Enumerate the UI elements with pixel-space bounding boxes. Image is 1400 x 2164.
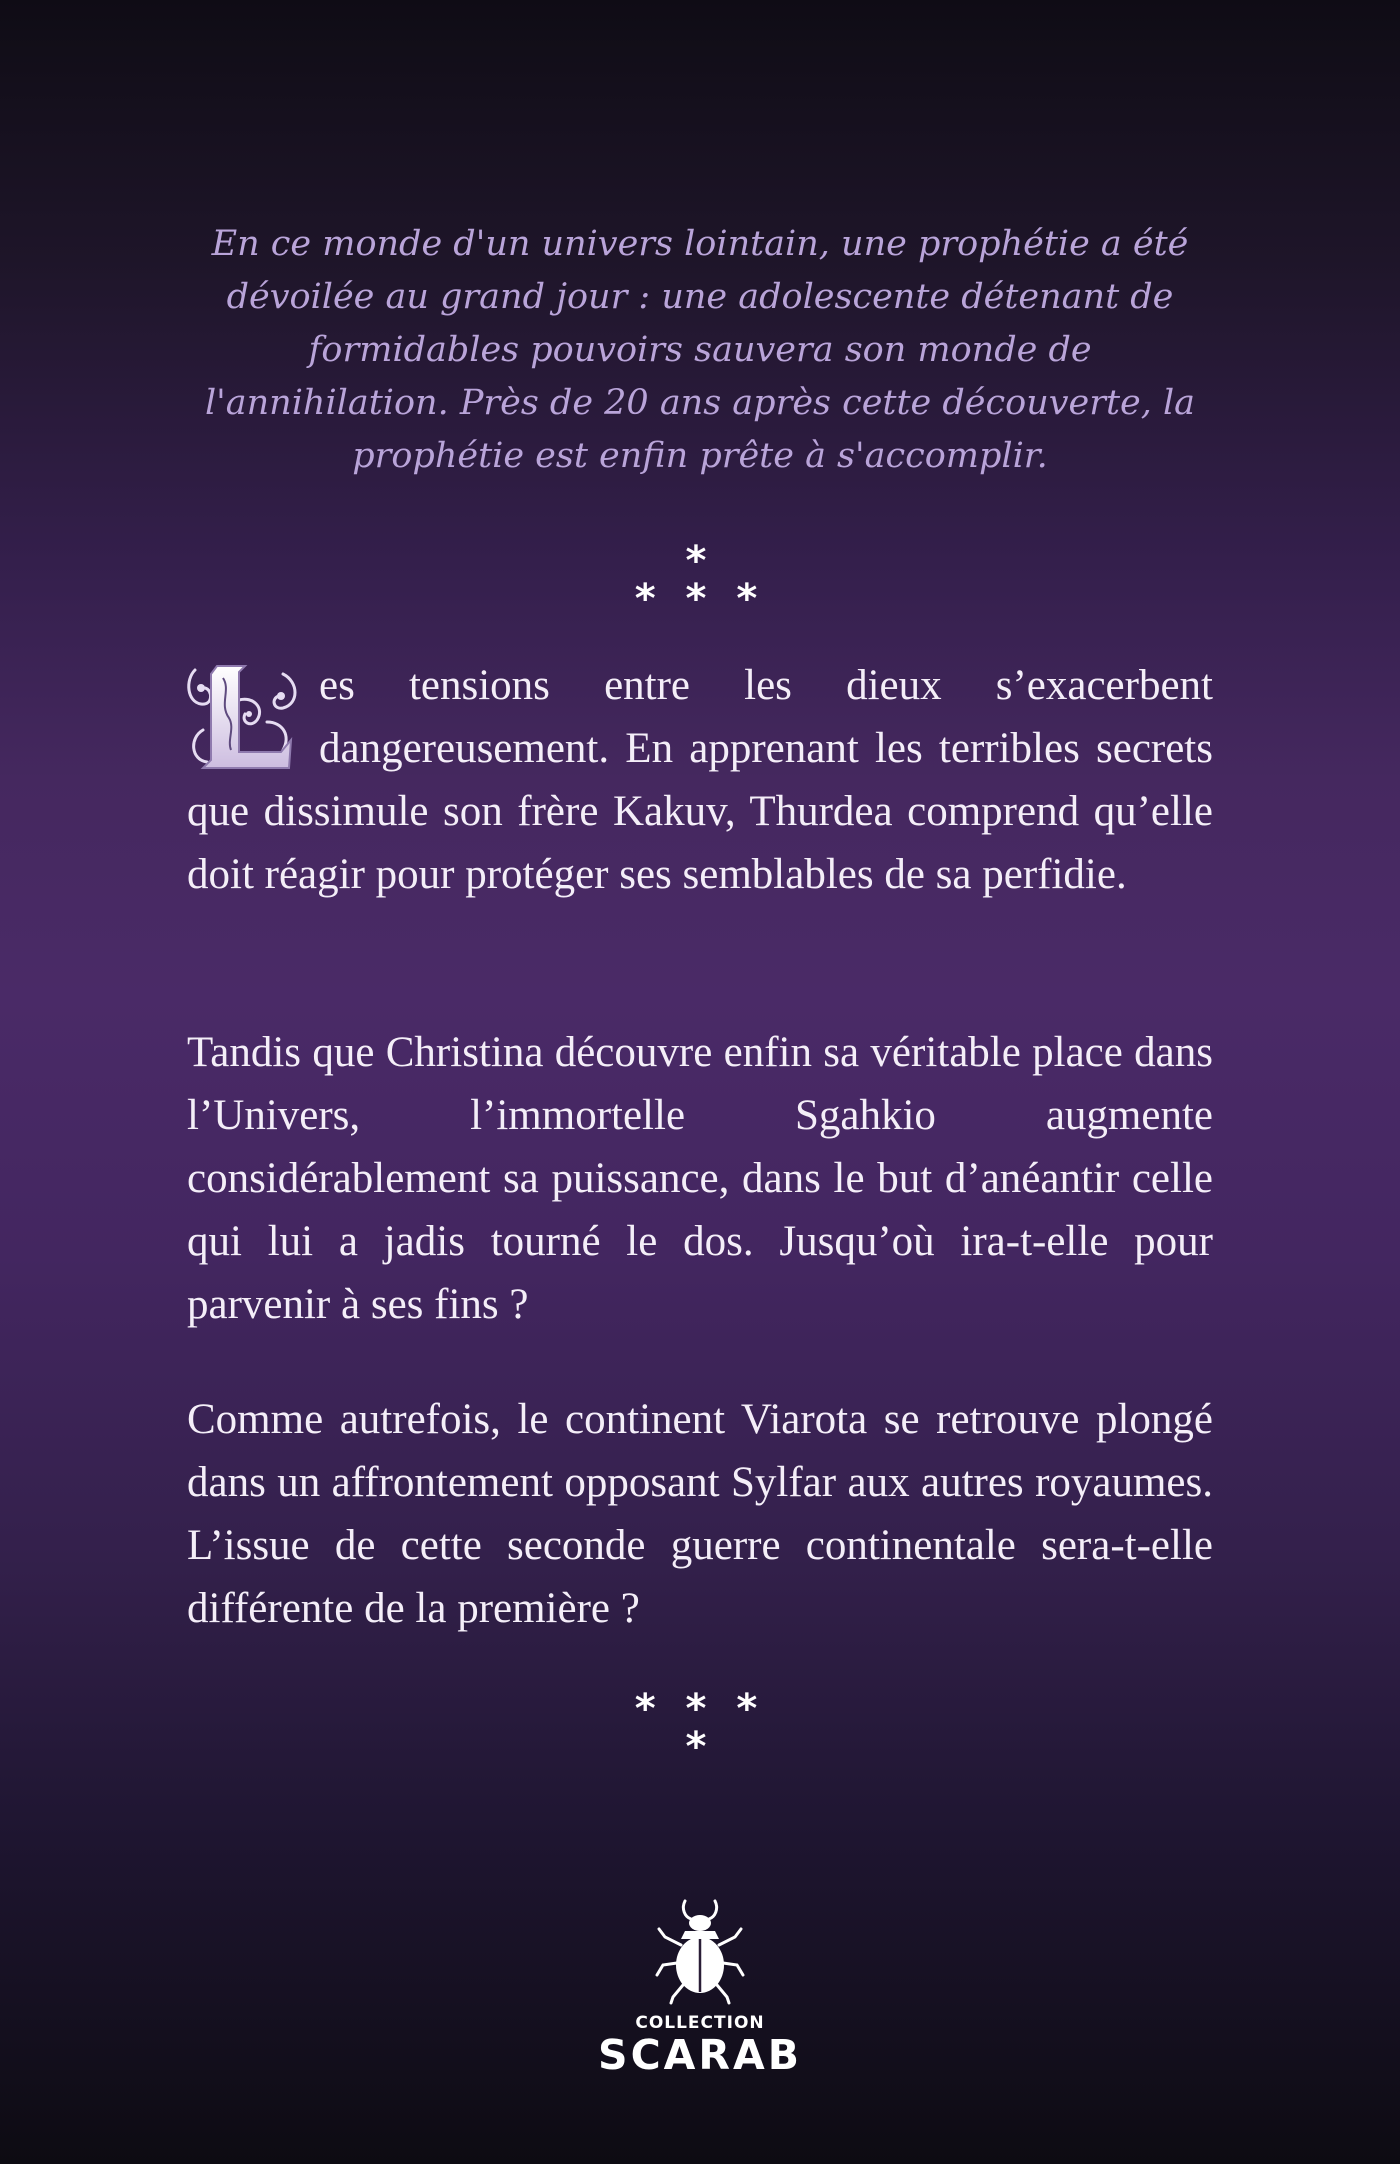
paragraph-1: [187, 654, 1213, 906]
separator-top: [0, 538, 1400, 622]
scarab-icon: [655, 1895, 745, 2005]
separator-bottom-line-2: *: [685, 1724, 715, 1770]
paragraph-3: Comme autrefois, le continent Viarota se retrouve plongé dans un affrontement opposant Sylfar aux autres royaumes. L’issue de cette seconde guerre continentale sera-t-elle différente de la première ?: [187, 1396, 1213, 1632]
collection-logo: [580, 1895, 820, 2077]
paragraph-2: Tandis que Christina découvre enfin sa véritable place dans l’Univers, l’immortelle Sgahkio augmente considérablement sa puissance, dans le but d’anéantir celle qui lui a jadis tourné le dos. Jusqu’où ira-t-elle pour parvenir à ses fins ?: [187, 1029, 1213, 1328]
intro-blurb: En ce monde d'un univers lointain, une prophétie a été dévoilée au grand jour : une adolescente détenant de formidables pouvoirs sauvera son monde de l'annihilation. Près de 20 ans après cette découverte, la prophétie est enfin prête à s'accomplir.: [204, 224, 1196, 476]
logo-scarab-label: SCARAB: [598, 2031, 802, 2079]
paragraph-1-text: es tensions entre les dieux s’exacerbent dangereusement. En apprenant les terribles secrets que dissimule son frère Kakuv, Thurdea comprend qu’elle doit réagir pour protéger ses semblables de sa perfidie.: [187, 662, 1213, 898]
separator-top-line-1: *: [685, 538, 715, 584]
ornate-dropcap-icon: [183, 660, 305, 776]
logo-collection-label: COLLECTION: [635, 2013, 765, 2033]
separator-bottom-line-1: * * *: [634, 1686, 766, 1732]
separator-top-line-2: * * *: [634, 576, 766, 622]
separator-bottom: [0, 1686, 1400, 1770]
